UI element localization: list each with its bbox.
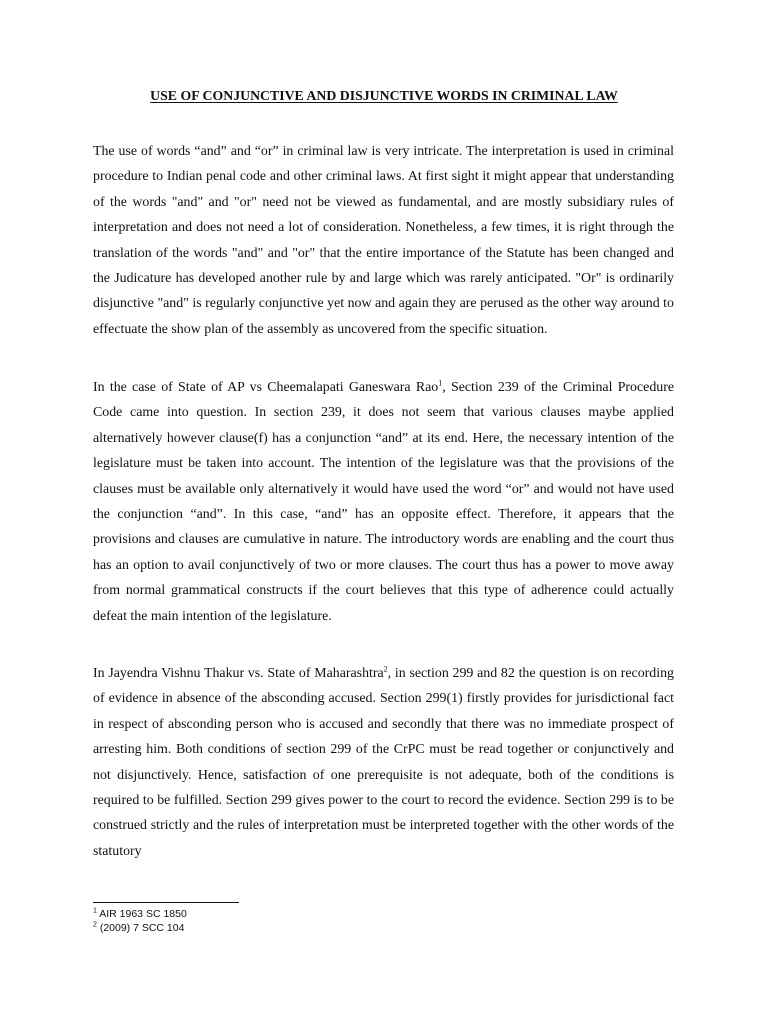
paragraph-body-text: , in section 299 and 82 the question is on recording of evidence in absence of the absconding accused. Section 299(1) firstly provides for jurisdictional fact in respect of absconding person who is accused and secondly that there was no immediate prospect of arresting him. Both conditions of section 299 of the CrPC must be read together or conjunctively and not disjunctively. Hence, satisfaction of one prerequisite is not adequate, both of the conditions is required to be fulfilled. Section 299 gives power to the court to record the evidence. Section 299 is to be construed strictly and the rules of interpretation must be interpreted together with the other words of the statutory [93,666,674,859]
footnote-number: 1 [93,907,97,915]
paragraph-body-text: , Section 239 of the Criminal Procedure Code came into question. In section 239, it does not seem that various clauses maybe applied alternatively however clause(f) has a conjunction “and” at its end. Here, the necessary intention of the legislature must be taken into account. The intention of the legislature was that the provisions of the clauses must be available only alternatively it would have used the word “or” and would not have used the conjunction “and”. In this case, “and” has an opposite effect. Therefore, it appears that the provisions and clauses are cumulative in nature. The introductory words are enabling and the court thus has an option to avail conjunctively of two or more clauses. The court thus has a power to move away from normal grammatical constructs if the court believes that this type of adherence could actually defeat the main intention of the legislature. [93,380,674,624]
footnote-number: 2 [93,921,97,929]
footnote-text: AIR 1963 SC 1850 [96,908,187,920]
paragraph-cheemalapati-case [93,375,674,629]
footnote-reference-1: 1 [438,378,443,388]
footnote-2 [93,922,184,935]
paragraph-lead-text: In the case of State of AP vs Cheemalapati Ganeswara Rao [93,380,439,395]
footnote-text: (2009) 7 SCC 104 [96,922,185,934]
footnote-1 [93,908,187,921]
footnote-reference-2: 2 [383,664,388,674]
paragraph-conjunctive-intro: The use of words “and” and “or” in criminal law is very intricate. The interpretation is used in criminal procedure to Indian penal code and other criminal laws. At first sight it might appear that understanding of the words "and" and "or" need not be viewed as fundamental, and are mostly subsidiary rules of interpretation and does not need a lot of consideration. Nonetheless, a few times, it is right through the translation of the words "and" and "or" that the entire importance of the Statute has been changed and the Judicature has developed another rule by and large which was rarely anticipated. "Or" is ordinarily disjunctive "and" is regularly conjunctive yet now and again they are perused as the other way around to effectuate the show plan of the assembly as uncovered from the specific situation. [93,144,674,337]
paragraph-jayendra-case [93,661,674,864]
paragraph-lead-text: In Jayendra Vishnu Thakur vs. State of Maharashtra [93,666,384,681]
footnote-separator [93,902,239,903]
document-title: USE OF CONJUNCTIVE AND DISJUNCTIVE WORDS IN CRIMINAL LAW [150,88,618,103]
